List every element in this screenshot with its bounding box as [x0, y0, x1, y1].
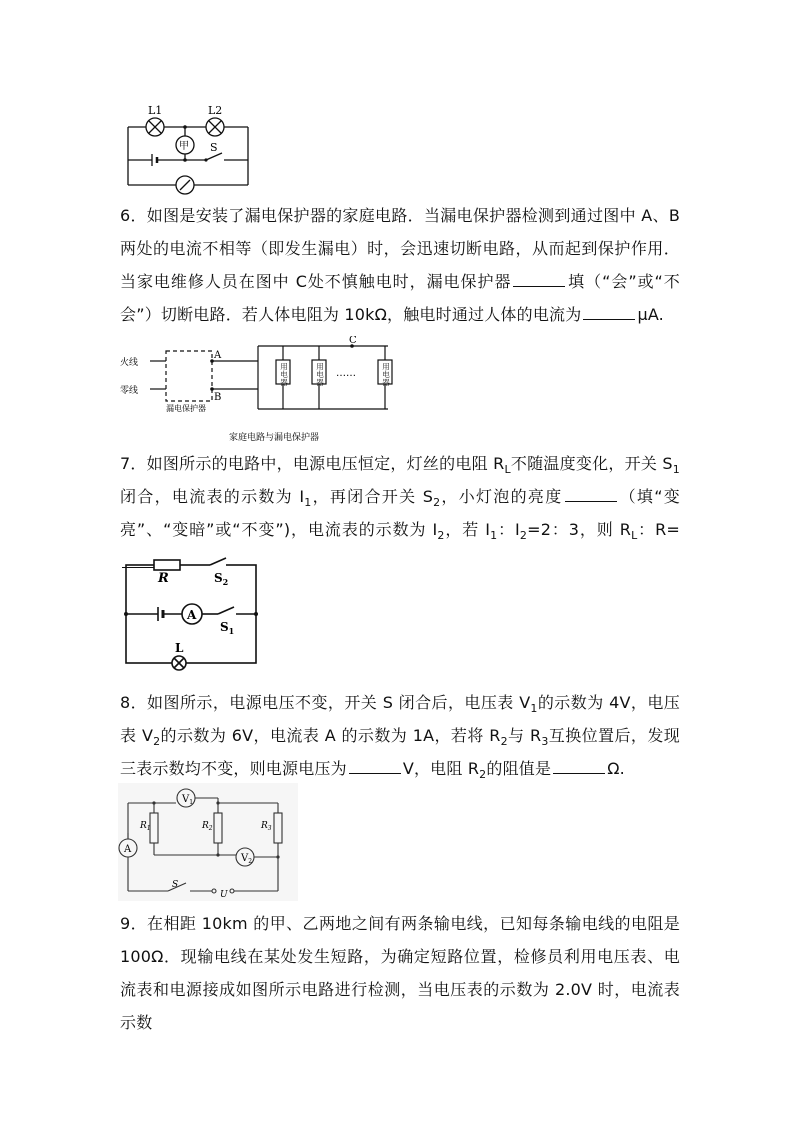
lamp-l1-label: L1	[148, 104, 163, 117]
answer-blank[interactable]	[553, 759, 605, 774]
resistor-r3-label: $R_3$	[261, 821, 272, 832]
ammeter-a-label: A	[187, 608, 197, 622]
figure-caption: 家庭电路与漏电保护器	[229, 433, 320, 443]
switch-s2-label: $S_2$	[214, 571, 229, 587]
answer-blank[interactable]	[583, 305, 635, 320]
point-b-label: B	[214, 392, 222, 403]
answer-blank[interactable]	[349, 759, 401, 774]
question-8: 8．如图所示，电源电压不变，开关 S 闭合后，电压表 $V_1$的示数为 4V，电压表 $V_2$的示数为 6V，电流表 A 的示数为 1A，若将 $R_2$与 $R_3$互换位置后，发现三表示数均不变，则电源电压为 V，电阻 $R_2$的阻值是 Ω.	[120, 693, 681, 782]
resistor-r1-label: $R_1$	[140, 821, 151, 832]
appliance-2: 用 电 器	[316, 362, 324, 387]
lamp-l-label: L	[175, 641, 184, 655]
point-a-label: A	[214, 350, 222, 361]
answer-blank[interactable]	[513, 272, 565, 287]
protector-label: 漏电保护器	[166, 404, 206, 413]
switch-s-label: S	[172, 880, 179, 890]
lamp-l2-label: L2	[208, 104, 223, 117]
meter-jia-label: 甲	[179, 141, 189, 152]
ammeter-a-label: A	[124, 844, 132, 855]
voltmeter-v1-label: $V_1$	[182, 794, 194, 806]
live-wire-label: 火线	[120, 358, 139, 368]
voltage-u-label: U	[220, 890, 228, 900]
answer-blank[interactable]	[565, 487, 617, 502]
switch-s1-label: $S_1$	[220, 620, 235, 636]
question-9: 9．在相距 10km 的甲、乙两地之间有两条输电线，已知每条输电线的电阻是 100Ω．现输电线在某处发生短路，为确定短路位置，检修员利用电压表、电流表和电源接成如图所示电路进行检测，当电压表的示数为 2.0V 时，电流表示数	[120, 914, 680, 1032]
switch-s-label: S	[210, 141, 218, 154]
circuit-figure-q5	[118, 100, 288, 195]
question-6: 6．如图是安装了漏电保护器的家庭电路．当漏电保护器检测到通过图中 A、B 两处的电流不相等（即发生漏电）时，会迅速切断电路，从而起到保护作用．当家电维修人员在图中 C处不慎触电时，漏电保护器 填（“会”或“不会”）切断电路．若人体电阻为 10kΩ，触电时通过人体的电流为 μA.	[120, 206, 681, 324]
point-c-label: C	[349, 336, 357, 346]
ellipsis: ……	[336, 368, 356, 379]
resistor-r2-label: $R_2$	[202, 821, 213, 832]
appliance-3: 用 电 器	[382, 362, 390, 387]
circuit-figure-q6	[118, 336, 418, 448]
voltmeter-v2-label: $V_2$	[241, 853, 253, 865]
question-7: 7．如图所示的电路中，电源电压恒定，灯丝的电阻 $R_L$不随温度变化，开关 $S_1$闭合，电流表的示数为 $I_1$，再闭合开关 $S_2$，小灯泡的亮度 （填“变亮”、“变暗”或“不变”)，电流表的示数为 $I_2$，若 $I_1$：$I_2=2$：3，则 $R_L$：R=	[120, 447, 680, 579]
appliance-1: 用 电 器	[280, 362, 288, 387]
circuit-figure-q7	[118, 555, 268, 673]
circuit-figure-q8	[118, 783, 298, 901]
resistor-r-label: R	[158, 571, 169, 586]
neutral-wire-label: 零线	[120, 386, 139, 396]
